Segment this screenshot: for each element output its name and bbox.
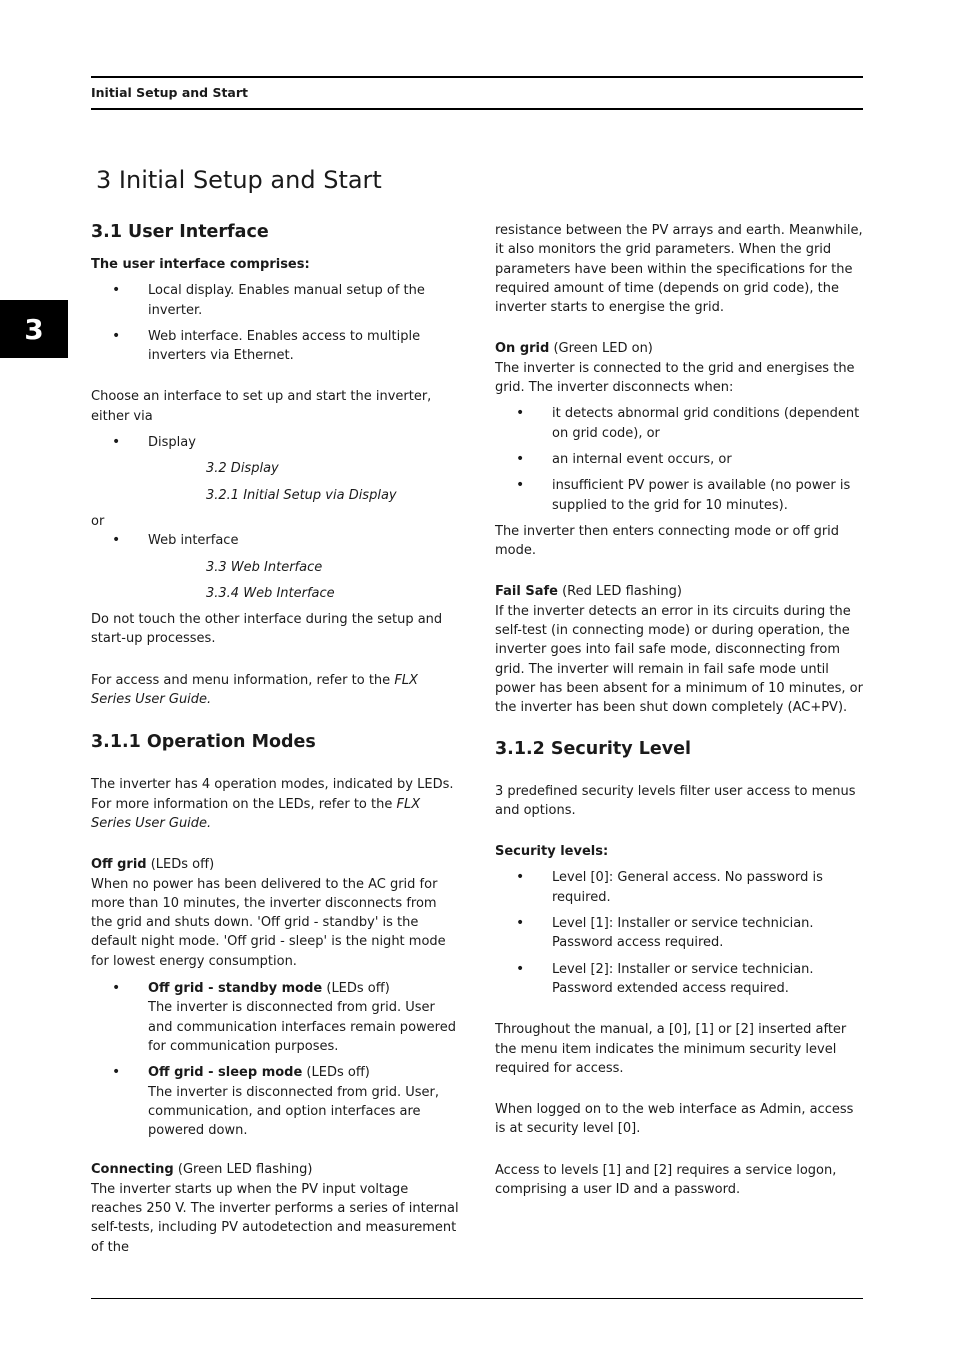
- web-list: [91, 531, 461, 550]
- xref-display[interactable]: 3.2 Display: [206, 461, 279, 477]
- ongrid-list: [495, 404, 865, 514]
- list-item: • Off grid - standby mode (LEDs off) The inverter is disconnected from grid. User and communication interfaces remain powered for communication purposes.: [91, 979, 461, 1056]
- header-rule-bottom: [91, 108, 863, 110]
- admin-paragraph: When logged on to the web interface as Admin, access is at security level [0].: [495, 1102, 854, 1137]
- ongrid-heading: On grid (Green LED on): [495, 341, 653, 357]
- list-item: • Level [0]: General access. No password is required.: [495, 868, 865, 907]
- list-item: • Display: [91, 433, 461, 452]
- offgrid-heading: Off grid (LEDs off): [91, 857, 215, 873]
- connecting-heading: Connecting (Green LED flashing): [91, 1162, 313, 1178]
- section-3-1-2-heading: 3.1.2 Security Level: [495, 738, 692, 759]
- do-not-touch-paragraph: Do not touch the other interface during the setup and start-up processes.: [91, 612, 443, 647]
- chapter-title: 3 Initial Setup and Start: [96, 166, 382, 195]
- header-rule-top: [91, 76, 863, 78]
- security-levels-label: Security levels:: [495, 844, 609, 860]
- list-item: • Off grid - sleep mode (LEDs off) The inverter is disconnected from grid. User, communication, and option interfaces are powered down.: [91, 1063, 461, 1140]
- running-header: Initial Setup and Start: [91, 85, 249, 100]
- ongrid-paragraph: The inverter is connected to the grid and energises the grid. The inverter disconnects when:: [495, 360, 855, 396]
- list-item: • Web interface: [91, 531, 461, 550]
- xref-web-interface[interactable]: 3.3 Web Interface: [206, 559, 323, 575]
- throughout-paragraph: Throughout the manual, a [0], [1] or [2] inserted after the menu item indicates the minimum security level required for access.: [495, 1022, 847, 1076]
- offgrid-paragraph: When no power has been delivered to the AC grid for more than 10 minutes, the inverter disconnects from the grid and shuts down. 'Off grid - standby' is the default night mode. 'Off grid - sleep' is the night mode for lowest energy consumption.: [91, 876, 446, 969]
- failsafe-paragraph: If the inverter detects an error in its circuits during the self-test (in connecting mode) or during operation, the inverter goes into fail safe mode, disconnecting from grid. The inverter will remain in fail safe mode until power has been absent for a minimum of 10 minutes, or the inverter has been shut down completely (AC+PV).: [495, 603, 863, 716]
- section-number: 3.1: [91, 222, 123, 242]
- guide-reference: FLX Series User Guide.: [91, 672, 418, 708]
- list-item: • Web interface. Enables access to multiple inverters via Ethernet.: [91, 327, 461, 366]
- modes-paragraph: The inverter has 4 operation modes, indicated by LEDs. For more information on the LEDs, refer to the FLX Series User Guide.: [91, 777, 454, 831]
- footer-rule: [91, 1298, 863, 1299]
- ui-list: [91, 281, 461, 365]
- or-text: or: [91, 513, 105, 529]
- guide-reference: FLX Series User Guide.: [91, 796, 421, 831]
- list-item: • insufficient PV power is available (no power is supplied to the grid for 10 minutes).: [495, 476, 865, 515]
- connecting-continued: resistance between the PV arrays and earth. Meanwhile, it also monitors the grid parameters. When the grid parameters have been within the specifications for the required amount of time (depends on grid code), the inverter starts to energise the grid.: [495, 223, 863, 316]
- access-levels-paragraph: Access to levels [1] and [2] requires a service logon, comprising a user ID and a password.: [495, 1162, 837, 1197]
- offgrid-modes-list: [91, 979, 461, 1140]
- section-title: User Interface: [128, 222, 269, 242]
- xref-initial-setup-display[interactable]: 3.2.1 Initial Setup via Display: [206, 487, 397, 503]
- list-item: • Level [2]: Installer or service technician. Password extended access required.: [495, 960, 865, 999]
- then-paragraph: The inverter then enters connecting mode or off grid mode.: [495, 523, 840, 559]
- left-column: [91, 221, 461, 1257]
- choose-paragraph: Choose an interface to set up and start the inverter, either via: [91, 389, 432, 424]
- security-intro-paragraph: 3 predefined security levels filter user access to menus and options.: [495, 783, 856, 818]
- xref-web-interface-2[interactable]: 3.3.4 Web Interface: [206, 585, 335, 601]
- failsafe-heading: Fail Safe (Red LED flashing): [495, 584, 682, 600]
- ui-comprises-label: The user interface comprises:: [91, 257, 310, 272]
- section-3-1-heading: [91, 221, 461, 243]
- section-3-1-1-heading: 3.1.1 Operation Modes: [91, 732, 316, 753]
- chapter-tab: 3: [0, 300, 68, 358]
- list-item: • an internal event occurs, or: [495, 450, 865, 469]
- right-column: [495, 221, 865, 1199]
- list-item: • Local display. Enables manual setup of the inverter.: [91, 281, 461, 320]
- list-item: • Level [1]: Installer or service technician. Password access required.: [495, 914, 865, 953]
- connecting-paragraph: The inverter starts up when the PV input voltage reaches 250 V. The inverter performs a series of internal self-tests, including PV autodetection and measurement of the: [91, 1181, 459, 1255]
- security-levels-list: [495, 868, 865, 998]
- list-item: • it detects abnormal grid conditions (dependent on grid code), or: [495, 404, 865, 443]
- access-paragraph: For access and menu information, refer to the FLX Series User Guide.: [91, 672, 418, 708]
- display-list: [91, 433, 461, 452]
